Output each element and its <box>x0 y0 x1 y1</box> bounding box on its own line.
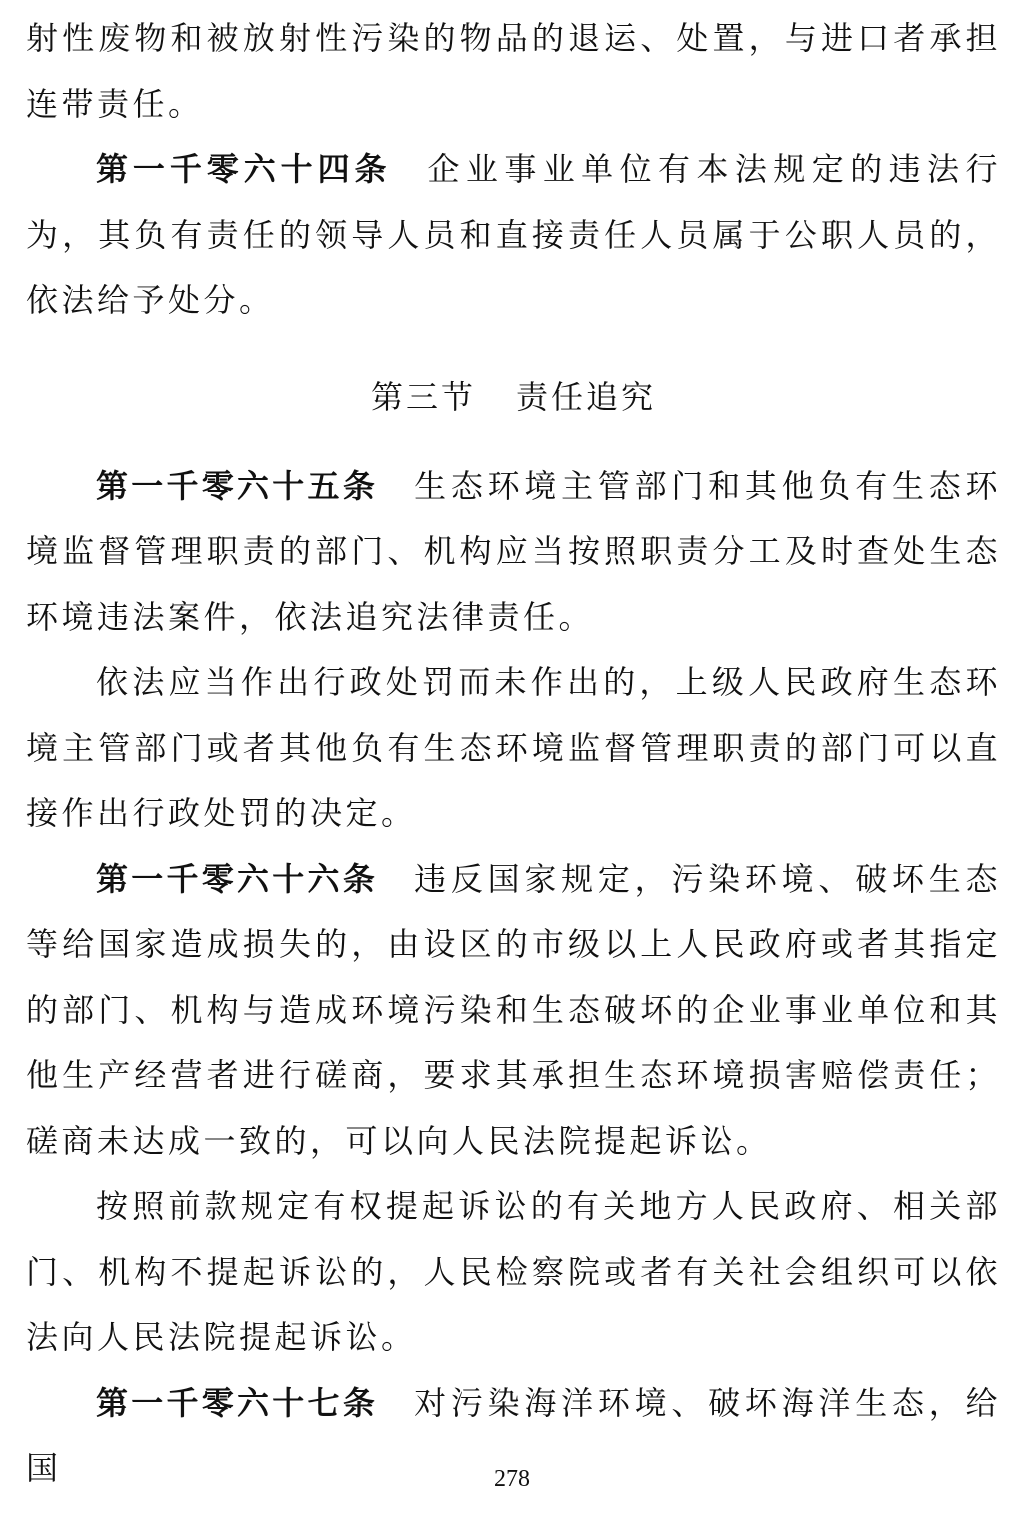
article-text: 违反国家规定，污染环境、破坏生态等给国家造成损失的，由设区的市级以上人民政府或者其指定的部门、机构与造成环境污染和生态破坏的企业事业单位和其他生产经营者进行磋商，要求其承担生态环境损害赔偿责任；磋商未达成一致的，可以向人民法院提起诉讼。 <box>26 859 1001 1160</box>
paragraph-text: 射性废物和被放射性污染的物品的退运、处置，与进口者承担连带责任。 <box>26 19 1001 123</box>
section-heading <box>26 372 1001 422</box>
article-number: 第一千零六十七条 <box>96 1383 379 1422</box>
article-1066-paragraph-2 <box>26 1174 1001 1371</box>
article-number: 第一千零六十六条 <box>96 859 379 898</box>
document-body <box>26 6 1001 1502</box>
article-text: 生态环境主管部门和其他负有生态环境监督管理职责的部门、机构应当按照职责分工及时查处生态环境违法案件，依法追究法律责任。 <box>26 466 1001 636</box>
article-text: 对污染海洋环境、破坏海洋生态，给国 <box>26 1383 1001 1487</box>
article-number: 第一千零六十五条 <box>96 466 379 505</box>
section-number: 第三节 <box>370 377 476 416</box>
article-1065-paragraph-2 <box>26 650 1001 847</box>
article-1065 <box>26 454 1001 651</box>
article-text: 企业事业单位有本法规定的违法行为，其负有责任的领导人员和直接责任人员属于公职人员的，依法给予处分。 <box>26 150 1001 319</box>
article-1064 <box>26 137 1001 334</box>
article-1066 <box>26 847 1001 1175</box>
article-number: 第一千零六十四条 <box>96 150 392 188</box>
paragraph-text: 依法应当作出行政处罚而未作出的，上级人民政府生态环境主管部门或者其他负有生态环境监督管理职责的部门可以直接作出行政处罚的决定。 <box>26 663 1001 832</box>
page-number: 278 <box>494 1466 530 1492</box>
section-title: 责任追究 <box>516 377 657 416</box>
continuation-paragraph <box>26 6 1001 137</box>
paragraph-text: 按照前款规定有权提起诉讼的有关地方人民政府、相关部门、机构不提起诉讼的，人民检察院或者有关社会组织可以依法向人民法院提起诉讼。 <box>26 1187 1001 1356</box>
